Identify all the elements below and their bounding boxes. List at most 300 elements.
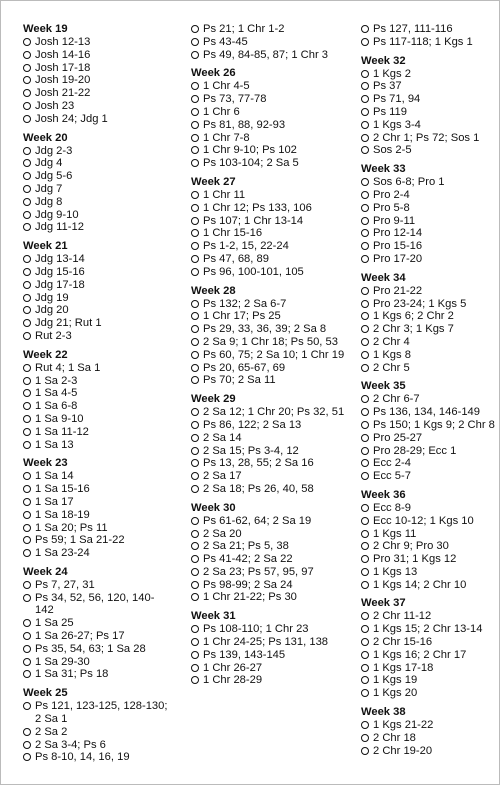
checkbox-circle-icon[interactable] (361, 300, 369, 308)
checkbox-circle-icon[interactable] (191, 651, 199, 659)
checkbox-circle-icon[interactable] (361, 204, 369, 212)
checkbox-circle-icon[interactable] (191, 408, 199, 416)
reading-item (23, 36, 173, 49)
reading-label: 1 Sa 14 (35, 470, 74, 483)
reading-item (191, 636, 356, 649)
checkbox-circle-icon[interactable] (23, 753, 31, 761)
reading-item (191, 93, 356, 106)
checkbox-circle-icon[interactable] (191, 581, 199, 589)
reading-label: 1 Kgs 20 (373, 687, 418, 700)
checkbox-circle-icon[interactable] (361, 421, 369, 429)
reading-item (23, 74, 173, 87)
reading-item (361, 745, 496, 758)
checkbox-circle-icon[interactable] (23, 306, 31, 314)
checkbox-circle-icon[interactable] (23, 549, 31, 557)
reading-item (191, 189, 356, 202)
checkbox-circle-icon[interactable] (361, 217, 369, 225)
checkbox-circle-icon[interactable] (23, 255, 31, 263)
checkbox-circle-icon[interactable] (191, 325, 199, 333)
reading-list (191, 623, 356, 687)
checkbox-circle-icon[interactable] (191, 255, 199, 263)
reading-item (361, 285, 496, 298)
reading-item (361, 119, 496, 132)
reading-item (191, 445, 356, 458)
reading-item (23, 170, 173, 183)
reading-item (191, 419, 356, 432)
reading-item (361, 610, 496, 623)
week-title: Week 27 (191, 175, 236, 188)
reading-item (191, 49, 356, 62)
reading-item (191, 579, 356, 592)
checkbox-circle-icon[interactable] (23, 51, 31, 59)
reading-item (23, 496, 173, 509)
column-2 (191, 23, 356, 693)
checkbox-circle-icon[interactable] (191, 268, 199, 276)
reading-label: Ps 71, 94 (373, 93, 421, 106)
reading-item (361, 579, 496, 592)
reading-item (23, 630, 173, 643)
reading-item (191, 528, 356, 541)
checkbox-circle-icon[interactable] (361, 134, 369, 142)
checkbox-circle-icon[interactable] (361, 555, 369, 563)
checkbox-circle-icon[interactable] (191, 338, 199, 346)
checkbox-circle-icon[interactable] (361, 325, 369, 333)
reading-list (361, 68, 496, 158)
reading-item (361, 732, 496, 745)
reading-list (361, 610, 496, 700)
checkbox-circle-icon[interactable] (23, 741, 31, 749)
checkbox-circle-icon[interactable] (191, 242, 199, 250)
reading-label: Ps 103-104; 2 Sa 5 (203, 157, 299, 170)
checkbox-circle-icon[interactable] (361, 542, 369, 550)
checkbox-circle-icon[interactable] (191, 568, 199, 576)
reading-label: 1 Kgs 6; 2 Chr 2 (373, 310, 454, 323)
checkbox-circle-icon[interactable] (361, 651, 369, 659)
checkbox-circle-icon[interactable] (361, 447, 369, 455)
reading-label: Josh 17-18 (35, 61, 91, 74)
checkbox-circle-icon[interactable] (23, 198, 31, 206)
reading-label: Jdg 8 (35, 195, 63, 208)
reading-item (23, 413, 173, 426)
checkbox-circle-icon[interactable] (361, 747, 369, 755)
checkbox-circle-icon[interactable] (23, 281, 31, 289)
reading-item (361, 336, 496, 349)
reading-label: 1 Sa 31; Ps 18 (35, 668, 109, 681)
checkbox-circle-icon[interactable] (361, 625, 369, 633)
checkbox-circle-icon[interactable] (361, 287, 369, 295)
reading-item (23, 387, 173, 400)
checkbox-circle-icon[interactable] (191, 364, 199, 372)
checkbox-circle-icon[interactable] (23, 658, 31, 666)
reading-item (361, 298, 496, 311)
reading-label: Rut 4; 1 Sa 1 (35, 361, 101, 374)
checkbox-circle-icon[interactable] (23, 581, 31, 589)
checkbox-circle-icon[interactable] (23, 332, 31, 340)
reading-item (23, 470, 173, 483)
reading-item (361, 406, 496, 419)
reading-item (361, 528, 496, 541)
week-title: Week 31 (191, 610, 236, 623)
reading-label: 1 Chr 11 (203, 188, 246, 201)
checkbox-circle-icon[interactable] (191, 217, 199, 225)
reading-label: Jdg 20 (35, 304, 69, 317)
reading-label: 1 Chr 4-5 (203, 80, 250, 93)
checkbox-circle-icon[interactable] (361, 38, 369, 46)
reading-item (361, 240, 496, 253)
checkbox-circle-icon[interactable] (361, 581, 369, 589)
week-title: Week 29 (191, 393, 236, 406)
reading-list (23, 36, 173, 126)
checkbox-circle-icon[interactable] (191, 542, 199, 550)
reading-label: Jdg 15-16 (35, 265, 85, 278)
checkbox-circle-icon[interactable] (191, 421, 199, 429)
reading-label: 2 Chr 18 (373, 731, 416, 744)
checkbox-circle-icon[interactable] (191, 447, 199, 455)
column-3 (361, 23, 496, 763)
checkbox-circle-icon[interactable] (23, 211, 31, 219)
checkbox-circle-icon[interactable] (191, 38, 199, 46)
checkbox-circle-icon[interactable] (361, 504, 369, 512)
reading-item (361, 23, 496, 36)
checkbox-circle-icon[interactable] (191, 593, 199, 601)
checkbox-circle-icon[interactable] (23, 524, 31, 532)
reading-item (191, 106, 356, 119)
checkbox-circle-icon[interactable] (191, 664, 199, 672)
checkbox-circle-icon[interactable] (361, 638, 369, 646)
reading-label: Ps 98-99; 2 Sa 24 (203, 578, 293, 591)
reading-item (361, 457, 496, 470)
checkbox-circle-icon[interactable] (23, 702, 31, 710)
reading-item (361, 253, 496, 266)
reading-item (23, 592, 173, 618)
reading-item (191, 227, 356, 240)
reading-label: Pro 5-8 (373, 201, 410, 214)
checkbox-circle-icon[interactable] (191, 351, 199, 359)
checkbox-circle-icon[interactable] (23, 102, 31, 110)
checkbox-circle-icon[interactable] (361, 70, 369, 78)
reading-item (191, 266, 356, 279)
checkbox-circle-icon[interactable] (23, 268, 31, 276)
checkbox-circle-icon[interactable] (361, 108, 369, 116)
reading-item (191, 215, 356, 228)
checkbox-circle-icon[interactable] (191, 159, 199, 167)
reading-item (23, 579, 173, 592)
reading-label: 1 Chr 21-22; Ps 30 (203, 591, 297, 604)
reading-item (191, 662, 356, 675)
checkbox-circle-icon[interactable] (191, 625, 199, 633)
checkbox-circle-icon[interactable] (361, 242, 369, 250)
reading-label: Ps 29, 33, 36, 39; 2 Sa 8 (203, 323, 327, 336)
reading-item (191, 457, 356, 470)
week-title: Week 32 (361, 54, 406, 67)
week-title: Week 20 (23, 131, 68, 144)
checkbox-circle-icon[interactable] (191, 51, 199, 59)
reading-item (361, 132, 496, 145)
checkbox-circle-icon[interactable] (191, 434, 199, 442)
reading-label: Pro 25-27 (373, 431, 423, 444)
reading-label: 2 Sa 21; Ps 5, 38 (203, 540, 289, 553)
reading-item (23, 183, 173, 196)
week-group (361, 380, 496, 483)
checkbox-circle-icon[interactable] (361, 612, 369, 620)
checkbox-circle-icon[interactable] (191, 638, 199, 646)
reading-label: 1 Chr 6 (203, 105, 240, 118)
checkbox-circle-icon[interactable] (23, 389, 31, 397)
checkbox-circle-icon[interactable] (361, 734, 369, 742)
checkbox-circle-icon[interactable] (23, 619, 31, 627)
reading-item (23, 49, 173, 62)
week-title: Week 23 (23, 457, 68, 470)
week-title: Week 38 (361, 706, 406, 719)
week-title: Week 28 (191, 284, 236, 297)
checkbox-circle-icon[interactable] (23, 159, 31, 167)
reading-label: Pro 17-20 (373, 252, 423, 265)
reading-label: 1 Kgs 17-18 (373, 661, 434, 674)
checkbox-circle-icon[interactable] (191, 191, 199, 199)
checkbox-circle-icon[interactable] (23, 377, 31, 385)
reading-label: Ps 7, 27, 31 (35, 578, 95, 591)
reading-item (361, 445, 496, 458)
reading-label: 1 Kgs 3-4 (373, 118, 421, 131)
week-group (23, 687, 173, 764)
checkbox-circle-icon[interactable] (191, 121, 199, 129)
checkbox-circle-icon[interactable] (361, 82, 369, 90)
checkbox-circle-icon[interactable] (361, 351, 369, 359)
reading-item (23, 62, 173, 75)
checkbox-circle-icon[interactable] (191, 95, 199, 103)
week-group (361, 163, 496, 266)
reading-item (361, 80, 496, 93)
reading-item (191, 362, 356, 375)
checkbox-circle-icon[interactable] (361, 434, 369, 442)
reading-list (23, 253, 173, 343)
reading-item (191, 132, 356, 145)
checkbox-circle-icon[interactable] (191, 530, 199, 538)
checkbox-circle-icon[interactable] (191, 134, 199, 142)
reading-label: 2 Sa 12; 1 Chr 20; Ps 32, 51 (203, 406, 345, 419)
checkbox-circle-icon[interactable] (23, 632, 31, 640)
reading-list (191, 80, 356, 170)
checkbox-circle-icon[interactable] (361, 676, 369, 684)
checkbox-circle-icon[interactable] (361, 517, 369, 525)
reading-label: Jdg 4 (35, 157, 63, 170)
checkbox-circle-icon[interactable] (361, 95, 369, 103)
week-group (23, 566, 173, 681)
checkbox-circle-icon[interactable] (23, 645, 31, 653)
reading-item (361, 470, 496, 483)
reading-label: Ecc 5-7 (373, 470, 411, 483)
reading-item (23, 726, 173, 739)
reading-item (23, 739, 173, 752)
reading-item (361, 662, 496, 675)
reading-item (191, 240, 356, 253)
checkbox-circle-icon[interactable] (361, 229, 369, 237)
reading-label: Ps 127, 111-116 (373, 23, 453, 35)
checkbox-circle-icon[interactable] (191, 676, 199, 684)
week-group (361, 23, 496, 49)
reading-label: Pro 23-24; 1 Kgs 5 (373, 297, 467, 310)
reading-item (23, 668, 173, 681)
checkbox-circle-icon[interactable] (191, 229, 199, 237)
reading-label: 1 Sa 29-30 (35, 655, 90, 668)
checkbox-circle-icon[interactable] (191, 517, 199, 525)
reading-label: Josh 24; Jdg 1 (35, 112, 108, 125)
reading-label: 1 Kgs 14; 2 Chr 10 (373, 578, 467, 591)
checkbox-circle-icon[interactable] (361, 568, 369, 576)
reading-item (191, 144, 356, 157)
checkbox-circle-icon[interactable] (191, 146, 199, 154)
reading-label: 1 Chr 15-16 (203, 227, 263, 240)
reading-label: Pro 31; 1 Kgs 12 (373, 553, 457, 566)
checkbox-circle-icon[interactable] (361, 191, 369, 199)
checkbox-circle-icon[interactable] (23, 89, 31, 97)
checkbox-circle-icon[interactable] (361, 364, 369, 372)
reading-label: Ps 21; 1 Chr 1-2 (203, 23, 285, 35)
checkbox-circle-icon[interactable] (191, 204, 199, 212)
reading-item (361, 176, 496, 189)
checkbox-circle-icon[interactable] (361, 121, 369, 129)
checkbox-circle-icon[interactable] (23, 415, 31, 423)
checkbox-circle-icon[interactable] (191, 25, 199, 33)
checkbox-circle-icon[interactable] (23, 364, 31, 372)
reading-list (361, 502, 496, 592)
checkbox-circle-icon[interactable] (23, 172, 31, 180)
checkbox-circle-icon[interactable] (23, 402, 31, 410)
week-title: Week 37 (361, 597, 406, 610)
reading-item (361, 674, 496, 687)
checkbox-circle-icon[interactable] (361, 395, 369, 403)
week-title: Week 26 (191, 67, 236, 80)
week-title: Week 33 (361, 163, 406, 176)
reading-label: 2 Chr 9; Pro 30 (373, 540, 449, 553)
reading-item (191, 310, 356, 323)
checkbox-circle-icon[interactable] (23, 319, 31, 327)
reading-label: 2 Sa 17 (203, 470, 242, 483)
reading-label: Ps 150; 1 Kgs 9; 2 Chr 8 (373, 418, 495, 431)
reading-label: Ps 81, 88, 92-93 (203, 118, 286, 131)
reading-item (361, 419, 496, 432)
week-title: Week 35 (361, 380, 406, 393)
checkbox-circle-icon[interactable] (191, 555, 199, 563)
reading-item (23, 362, 173, 375)
checkbox-circle-icon[interactable] (23, 294, 31, 302)
checkbox-circle-icon[interactable] (23, 115, 31, 123)
checkbox-circle-icon[interactable] (23, 670, 31, 678)
reading-label: Jdg 5-6 (35, 170, 73, 183)
checkbox-circle-icon[interactable] (23, 38, 31, 46)
checkbox-circle-icon[interactable] (23, 498, 31, 506)
reading-label: Sos 2-5 (373, 144, 412, 157)
checkbox-circle-icon[interactable] (23, 147, 31, 155)
checkbox-circle-icon[interactable] (361, 459, 369, 467)
checkbox-circle-icon[interactable] (23, 185, 31, 193)
reading-item (361, 719, 496, 732)
week-group (361, 706, 496, 757)
checkbox-circle-icon[interactable] (191, 472, 199, 480)
checkbox-circle-icon[interactable] (191, 459, 199, 467)
week-title: Week 21 (23, 240, 68, 253)
week-group (191, 393, 356, 496)
reading-label: Ps 132; 2 Sa 6-7 (203, 297, 287, 310)
reading-label: 1 Kgs 13 (373, 565, 418, 578)
reading-label: 2 Sa 3-4; Ps 6 (35, 738, 106, 751)
checkbox-circle-icon[interactable] (23, 76, 31, 84)
reading-label: 2 Sa 9; 1 Chr 18; Ps 50, 53 (203, 335, 338, 348)
reading-item (361, 687, 496, 700)
reading-list (361, 719, 496, 757)
reading-item (191, 119, 356, 132)
checkbox-circle-icon[interactable] (191, 82, 199, 90)
reading-list (23, 700, 173, 764)
reading-item (191, 515, 356, 528)
reading-label: Ps 13, 28, 55; 2 Sa 16 (203, 457, 314, 470)
checkbox-circle-icon[interactable] (191, 312, 199, 320)
checkbox-circle-icon[interactable] (361, 146, 369, 154)
checkbox-circle-icon[interactable] (23, 64, 31, 72)
checkbox-circle-icon[interactable] (361, 178, 369, 186)
checkbox-circle-icon[interactable] (23, 511, 31, 519)
checkbox-circle-icon[interactable] (191, 108, 199, 116)
checkbox-circle-icon[interactable] (361, 664, 369, 672)
checkbox-circle-icon[interactable] (191, 300, 199, 308)
week-title: Week 19 (23, 23, 68, 35)
reading-label: Pro 9-11 (373, 214, 416, 227)
reading-label: Ps 61-62, 64; 2 Sa 19 (203, 514, 312, 527)
reading-label: Ps 35, 54, 63; 1 Sa 28 (35, 642, 146, 655)
week-group (23, 23, 173, 126)
checkbox-circle-icon[interactable] (361, 338, 369, 346)
reading-item (191, 406, 356, 419)
reading-item (23, 439, 173, 452)
checkbox-circle-icon[interactable] (23, 728, 31, 736)
week-group (191, 176, 356, 279)
reading-label: Ps 96, 100-101, 105 (203, 265, 304, 278)
reading-label: Ps 47, 68, 89 (203, 252, 269, 265)
checkbox-circle-icon[interactable] (361, 408, 369, 416)
reading-item (191, 336, 356, 349)
reading-item (23, 751, 173, 764)
checkbox-circle-icon[interactable] (361, 472, 369, 480)
reading-item (361, 68, 496, 81)
checkbox-circle-icon[interactable] (23, 594, 31, 602)
checkbox-circle-icon[interactable] (361, 530, 369, 538)
checkbox-circle-icon[interactable] (191, 485, 199, 493)
checkbox-circle-icon[interactable] (361, 25, 369, 33)
checkbox-circle-icon[interactable] (361, 721, 369, 729)
checkbox-circle-icon[interactable] (23, 536, 31, 544)
reading-item (23, 656, 173, 669)
reading-item (23, 534, 173, 547)
reading-item (361, 432, 496, 445)
reading-item (361, 323, 496, 336)
checkbox-circle-icon[interactable] (23, 223, 31, 231)
reading-item (361, 393, 496, 406)
checkbox-circle-icon[interactable] (361, 312, 369, 320)
reading-label: 1 Sa 17 (35, 495, 74, 508)
checkbox-circle-icon[interactable] (23, 441, 31, 449)
reading-item (361, 623, 496, 636)
reading-item (23, 509, 173, 522)
checkbox-circle-icon[interactable] (23, 472, 31, 480)
checkbox-circle-icon[interactable] (361, 689, 369, 697)
reading-label: 2 Sa 14 (203, 431, 242, 444)
reading-item (23, 157, 173, 170)
checkbox-circle-icon[interactable] (23, 428, 31, 436)
checkbox-circle-icon[interactable] (191, 376, 199, 384)
reading-item (23, 279, 173, 292)
checkbox-circle-icon[interactable] (361, 255, 369, 263)
checkbox-circle-icon[interactable] (23, 485, 31, 493)
